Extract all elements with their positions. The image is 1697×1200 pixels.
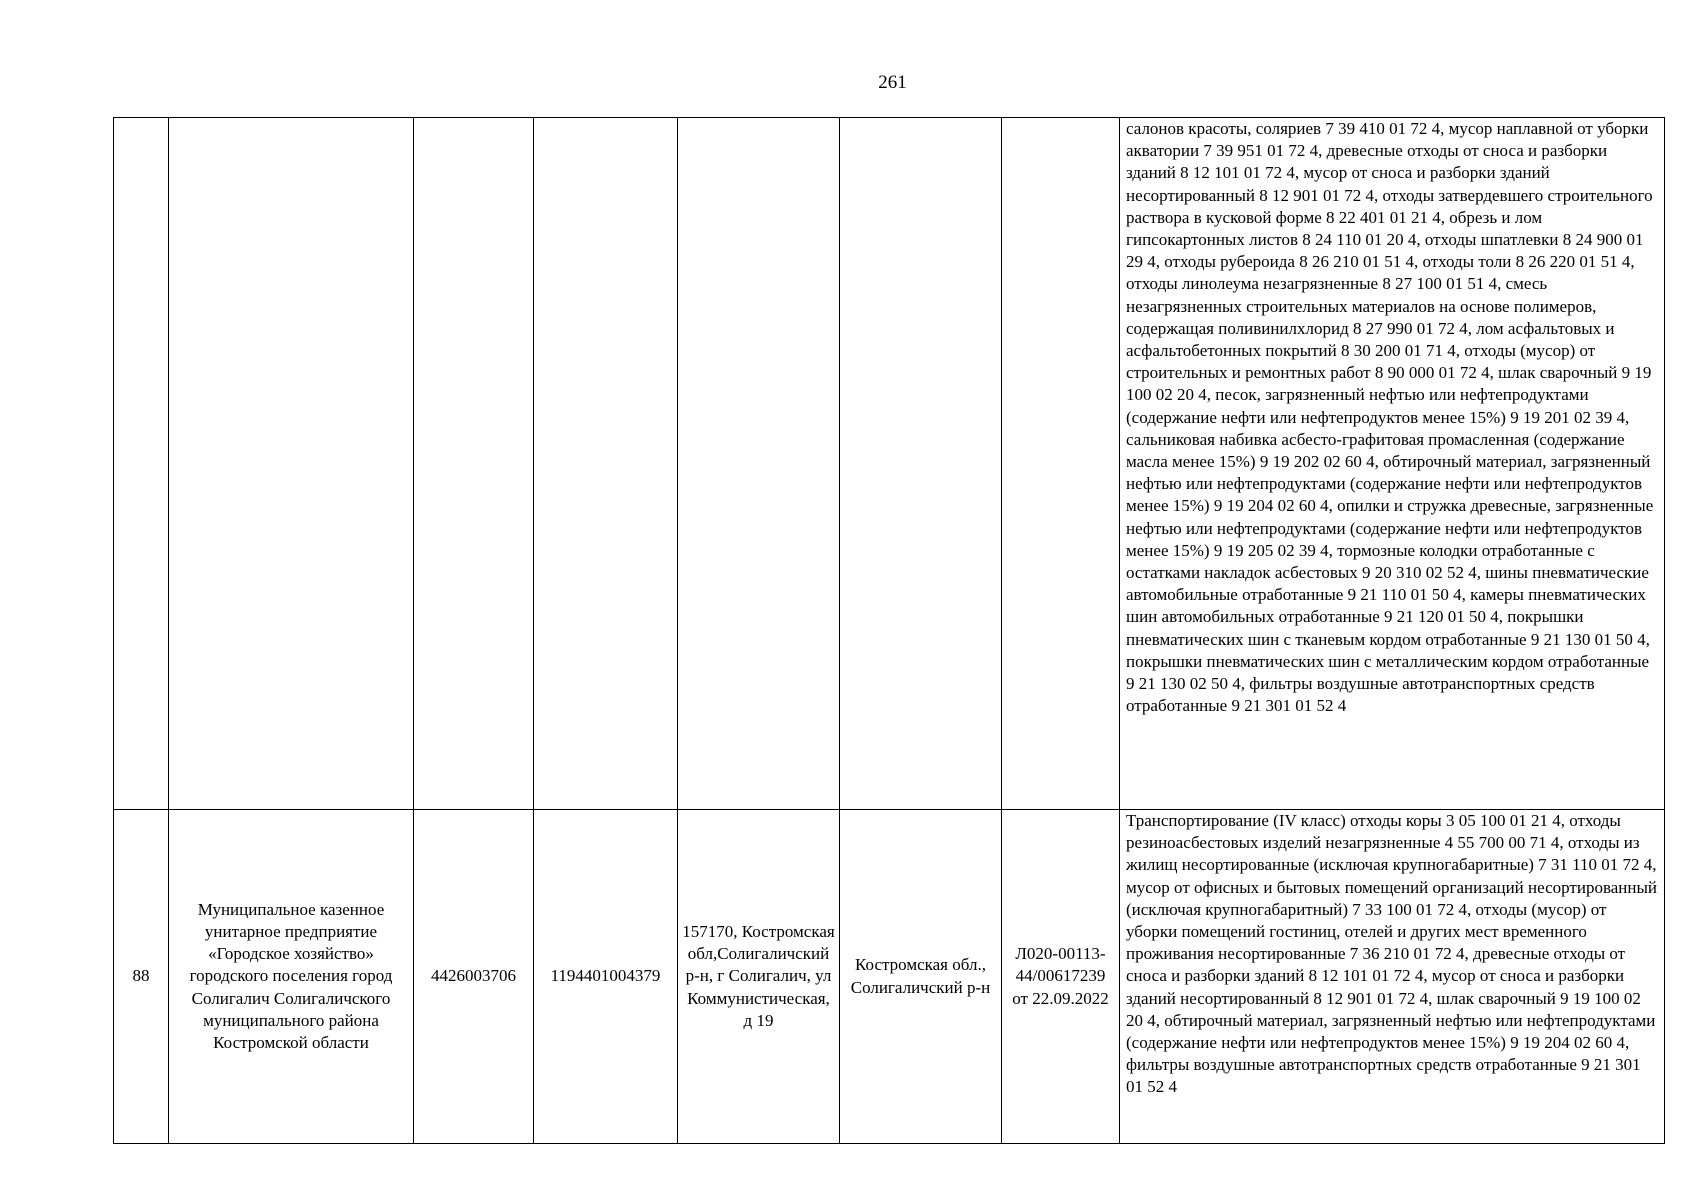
organization-name: Муниципальное казенное унитарное предприятие «Городское хозяйство» городского поселения город Солигалич Солигаличского муниципального района Костромской области <box>189 899 393 1052</box>
ogrn: 1194401004379 <box>550 966 661 986</box>
ogrn-cell <box>534 810 678 1144</box>
row-number-cell <box>114 810 169 1144</box>
address-cell <box>678 810 840 1144</box>
waste-types-cell <box>1120 118 1665 810</box>
table-row <box>114 810 1665 1144</box>
region: Костромская обл., Солигаличский р-н <box>850 955 991 997</box>
region-cell <box>840 810 1002 1144</box>
address: 157170, Костромская обл,Солигаличский р-н, г Солигалич, ул Коммунистическая, д 19 <box>682 921 835 1030</box>
waste-types: Транспортирование (IV класс) отходы коры 3 05 100 01 21 4, отходы резиноасбестовых изделий незагрязненные 4 55 700 00 71 4, отходы из жилищ несортированные (исключая крупногабаритные) 7 31 110 01 72 4, мусор от офисных и бытовых помещений организаций несортированный (исключая крупногабаритный) 7 33 100 01 72 4, отходы (мусор) от уборки помещений гостиниц, отелей и других мест временного проживания несортированные 7 36 210 01 72 4, древесные отходы от сноса и разборки зданий 8 12 101 01 72 4, мусор от сноса и разборки зданий несортированный 8 12 901 01 72 4, шлак сварочный 9 19 100 02 20 4, обтирочный материал, загрязненный нефтью или нефтепродуктами (содержание нефти или нефтепродуктов менее 15%) 9 19 204 02 60 4, фильтры воздушные автотранспортных средств отработанные 9 21 301 01 52 4 <box>1126 811 1658 1097</box>
license: Л020-00113-44/00617239 от 22.09.2022 <box>1012 944 1109 1008</box>
inn-cell <box>414 118 534 810</box>
organization-name-cell <box>169 118 414 810</box>
region-cell <box>840 118 1002 810</box>
ogrn-cell <box>534 118 678 810</box>
license-cell <box>1002 118 1120 810</box>
table-row <box>114 118 1665 810</box>
address-cell <box>678 118 840 810</box>
license-cell <box>1002 810 1120 1144</box>
waste-types: салонов красоты, соляриев 7 39 410 01 72 4, мусор наплавной от уборки акватории 7 39 951 01 72 4, древесные отходы от сноса и разборки зданий 8 12 101 01 72 4, мусор от сноса и разборки зданий несортированный 8 12 901 01 72 4, отходы затвердевшего строительного раствора в кусковой форме 8 22 401 01 21 4, обрезь и лом гипсокартонных листов 8 24 110 01 20 4, отходы шпатлевки 8 24 900 01 29 4, отходы рубероида 8 26 210 01 51 4, отходы толи 8 26 220 01 51 4, отходы линолеума незагрязненные 8 27 100 01 51 4, смесь незагрязненных строительных материалов на основе полимеров, содержащая поливинилхлорид 8 27 990 01 72 4, лом асфальтовых и асфальтобетонных покрытий 8 30 200 01 71 4, отходы (мусор) от строительных и ремонтных работ 8 90 000 01 72 4, шлак сварочный 9 19 100 02 20 4, песок, загрязненный нефтью или нефтепродуктами (содержание нефти или нефтепродуктов менее 15%) 9 19 201 02 39 4, сальниковая набивка асбесто-графитовая промасленная (содержание масла менее 15%) 9 19 202 02 60 4, обтирочный материал, загрязненный нефтью или нефтепродуктами (содержание нефти или нефтепродуктов менее 15%) 9 19 204 02 60 4, опилки и стружка древесные, загрязненные нефтью или нефтепродуктами (содержание нефти или нефтепродуктов менее 15%) 9 19 205 02 39 4, тормозные колодки отработанные с остатками накладок асбестовых 9 20 310 02 52 4, шины пневматические автомобильные отработанные 9 21 110 01 50 4, камеры пневматических шин автомобильных отработанные 9 21 120 01 50 4, покрышки пневматических шин с тканевым кордом отработанные 9 21 130 01 50 4, покрышки пневматических шин с металлическим кордом отработанные 9 21 130 02 50 4, фильтры воздушные автотранспортных средств отработанные 9 21 301 01 52 4 <box>1126 119 1654 716</box>
page-number: 261 <box>878 72 907 93</box>
waste-types-cell <box>1120 810 1665 1144</box>
organization-name-cell <box>169 810 414 1144</box>
inn-cell <box>414 810 534 1144</box>
inn: 4426003706 <box>431 966 516 986</box>
row-number: 88 <box>132 966 150 986</box>
row-number-cell <box>114 118 169 810</box>
registry-table <box>113 117 1665 1144</box>
